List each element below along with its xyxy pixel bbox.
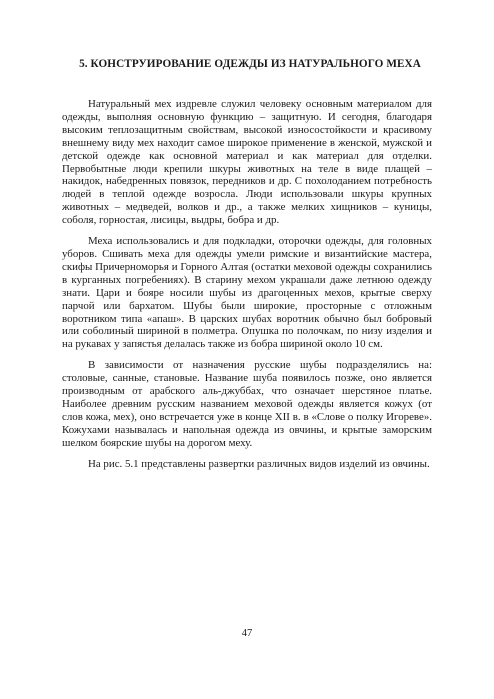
body-text — [62, 98, 432, 470]
paragraph-2: Меха использовались и для подкладки, оторочки одежды, для головных уборов. Сшивать меха для одежды умели римские и византийские мастера, скифы Причерноморья и Горного Алтая (остатки меховой одежды сохранились в курганных погребениях). В старину мехом украшали даже летнюю одежду знати. Цари и бояре носили шубы из драгоценных мехов, крытые сверху парчой или бархатом. Шубы были широкие, просторные с отложным воротником типа «апаш». В царских шубах воротник обычно был бобровый или соболиный шириной в полметра. Опушка по полочкам, по низу изделия и на рукавах у запястья делалась также из бобра шириной около 10 см. — [62, 235, 432, 351]
paragraph-3: В зависимости от назначения русские шубы подразделялись на: столовые, санные, становые. Название шуба появилось позже, оно является производным от арабского аль-джуббах, что означает шерстяное платье. Наиболее древним русским названием меховой одежды является кожух (от слов кожа, мех), оно встречается уже в конце XII в. в «Слове о полку Игореве». Кожухами называлась и напольная одежда из овчины, и крытые заморским шелком боярские шубы на дорогом меху. — [62, 359, 432, 449]
paragraph-1: Натуральный мех издревле служил человеку основным материалом для одежды, выполняя основную функцию – защитную. И сегодня, благодаря высоким теплозащитным свойствам, высокой износостойкости и красивому внешнему виду мех находит самое широкое применение в женской, мужской и детской одежде как основной материал и как материал для отделки. Первобытные люди крепили шкуры животных на теле в виде плащей – накидок, набедренных повязок, передников и др. С похолоданием потребность людей в теплой одежде возросла. Люди использовали шкуры крупных животных – медведей, волков и др., а также мелких хищников – куницы, соболя, горностая, лисицы, выдры, бобра и др. — [62, 98, 432, 227]
section-heading: 5. КОНСТРУИРОВАНИЕ ОДЕЖДЫ ИЗ НАТУРАЛЬНОГО МЕХА — [79, 58, 421, 70]
page-number: 47 — [241, 628, 253, 639]
paragraph-4: На рис. 5.1 представлены развертки различных видов изделий из овчины. — [88, 457, 430, 470]
